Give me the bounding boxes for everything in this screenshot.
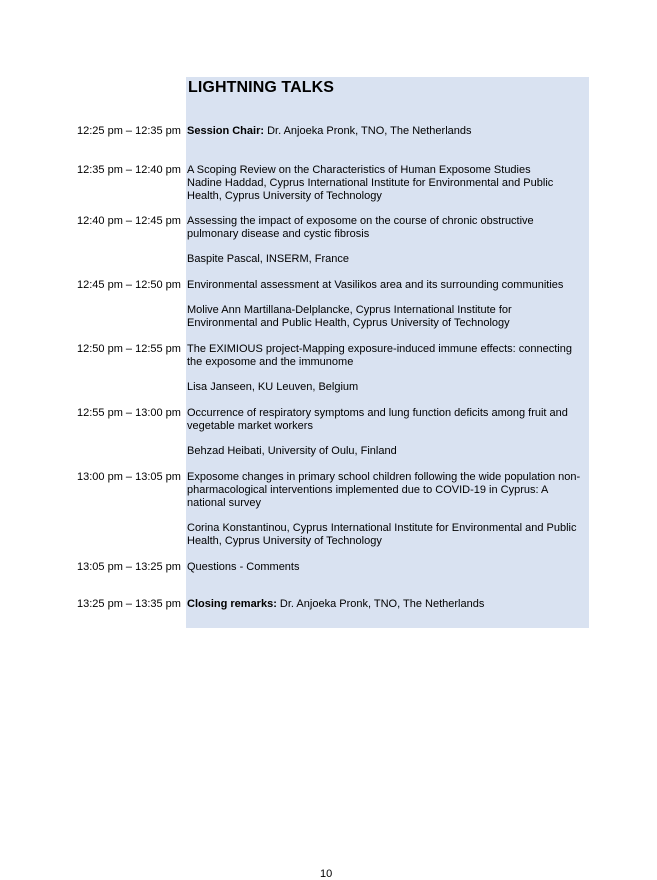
- speaker-line: Environmental and Public Health, Cyprus University of Technology: [187, 317, 510, 329]
- talk-title: [187, 561, 587, 574]
- text-line: A Scoping Review on the Characteristics of Human Exposome Studies: [187, 164, 531, 176]
- label-bold: Session Chair:: [187, 125, 265, 137]
- speaker-line: Corina Konstantinou, Cyprus International Institute for Environmental and Public: [187, 522, 577, 534]
- speaker: [187, 253, 587, 266]
- time-slot: 13:25 pm – 13:35 pm: [77, 598, 181, 610]
- text-line: pulmonary disease and cystic fibrosis: [187, 228, 370, 240]
- speaker: [187, 304, 587, 330]
- time-slot: 12:55 pm – 13:00 pm: [77, 407, 181, 419]
- time-slot: 12:35 pm – 12:40 pm: [77, 164, 181, 176]
- agenda-text: [187, 125, 587, 138]
- chair-name: Dr. Anjoeka Pronk, TNO, The Netherlands: [264, 125, 472, 137]
- talk-title: [187, 164, 587, 203]
- text-line: Occurrence of respiratory symptoms and lung function deficits among fruit and: [187, 407, 568, 419]
- talk-title: [187, 471, 587, 510]
- talk-title: [187, 279, 587, 292]
- speaker-line: Molive Ann Martillana-Delplancke, Cyprus International Institute for: [187, 304, 512, 316]
- page-number: 10: [320, 868, 333, 880]
- text-line: Nadine Haddad, Cyprus International Institute for Environmental and Public: [187, 177, 554, 189]
- time-slot: 12:45 pm – 12:50 pm: [77, 279, 181, 291]
- text-line: Assessing the impact of exposome on the course of chronic obstructive: [187, 215, 534, 227]
- label-bold: Closing remarks:: [187, 598, 277, 610]
- speaker-line: Baspite Pascal, INSERM, France: [187, 253, 350, 265]
- text-line: the exposome and the immunome: [187, 356, 354, 368]
- talk-title: [187, 343, 587, 369]
- speaker: [187, 445, 587, 458]
- text-line: Questions - Comments: [187, 561, 300, 573]
- text-line: Environmental assessment at Vasilikos area and its surrounding communities: [187, 279, 564, 291]
- speaker-line: Health, Cyprus University of Technology: [187, 535, 382, 547]
- text-line: vegetable market workers: [187, 420, 313, 432]
- speaker-line: Behzad Heibati, University of Oulu, Finland: [187, 445, 397, 457]
- text-line: Exposome changes in primary school children following the wide population non-: [187, 471, 581, 483]
- text-line: national survey: [187, 497, 261, 509]
- text-line: pharmacological interventions implemented due to COVID-19 in Cyprus: A: [187, 484, 549, 496]
- time-slot: 12:40 pm – 12:45 pm: [77, 215, 181, 227]
- section-title: LIGHTNING TALKS: [188, 79, 335, 96]
- text-line: Health, Cyprus University of Technology: [187, 190, 382, 202]
- time-slot: 12:50 pm – 12:55 pm: [77, 343, 181, 355]
- speaker: [187, 381, 587, 394]
- text-line: The EXIMIOUS project-Mapping exposure-induced immune effects: connecting: [187, 343, 572, 355]
- speaker: [187, 522, 587, 548]
- time-slot: 13:00 pm – 13:05 pm: [77, 471, 181, 483]
- talk-title: [187, 407, 587, 433]
- talk-title: [187, 215, 587, 241]
- time-slot: 13:05 pm – 13:25 pm: [77, 561, 181, 573]
- speaker-line: Lisa Janseen, KU Leuven, Belgium: [187, 381, 359, 393]
- agenda-text: [187, 598, 587, 611]
- closing-name: Dr. Anjoeka Pronk, TNO, The Netherlands: [276, 598, 485, 610]
- time-slot: 12:25 pm – 12:35 pm: [77, 125, 181, 137]
